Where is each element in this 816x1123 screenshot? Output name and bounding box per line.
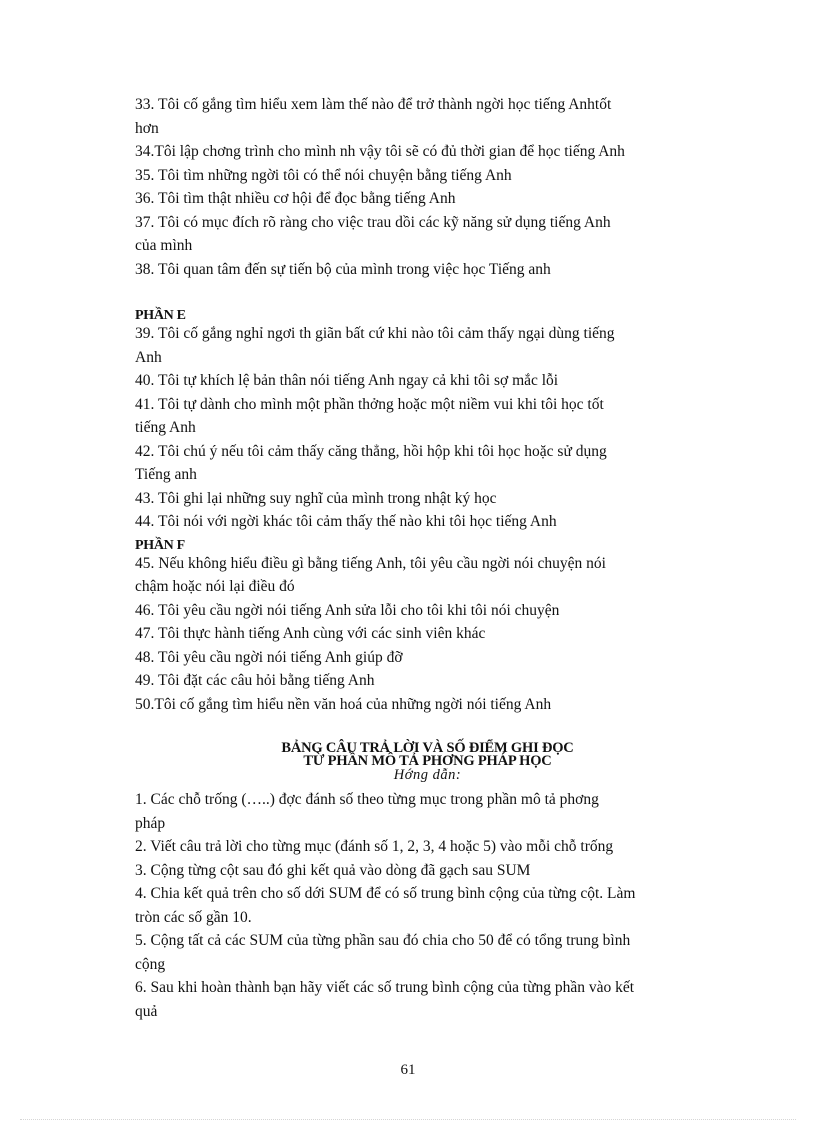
list-item: 33. Tôi cố gắng tìm hiểu xem làm thế nào để trở thành ngời học tiếng Anhtốt (135, 96, 612, 113)
instruction-item: 5. Cộng tất cả các SUM của từng phần sau đó chia cho 50 để có tổng trung bình (135, 932, 631, 949)
spacer (135, 716, 720, 742)
section-e (135, 310, 720, 534)
page-content (135, 93, 720, 1023)
list-item: 50.Tôi cố gắng tìm hiểu nền văn hoá của những ngời nói tiếng Anh (135, 695, 552, 713)
instruction-item: quả (135, 1002, 158, 1020)
page-number: 61 (400, 1062, 416, 1078)
section-d-list (135, 93, 720, 281)
list-item: 43. Tôi ghi lại những suy nghĩ của mình trong nhật ký học (135, 489, 497, 507)
list-item: hơn (135, 119, 159, 137)
instruction-item: 1. Các chỗ trống (…..) đợc đánh số theo từng mục trong phần mô tả phơng (135, 791, 599, 808)
answer-table-section (135, 742, 720, 1023)
list-item: Anh (135, 348, 162, 366)
spacer (135, 281, 720, 304)
list-item: 35. Tôi tìm những ngời tôi có thể nói chuyện bằng tiếng Anh (135, 166, 512, 184)
list-item: 40. Tôi tự khích lệ bản thân nói tiếng Anh ngay cả khi tôi sợ mắc lỗi (135, 372, 559, 389)
list-item: 41. Tôi tự dành cho mình một phần thởng hoặc một niềm vui khi tôi học tốt (135, 395, 604, 413)
list-item: của mình (135, 237, 193, 254)
list-item: 49. Tôi đặt các câu hỏi bằng tiếng Anh (135, 672, 375, 689)
list-item: 42. Tôi chú ý nếu tôi cảm thấy căng thẳng, hồi hộp khi tôi học hoặc sử dụng (135, 442, 607, 460)
list-item: tiếng Anh (135, 419, 196, 436)
list-item: 48. Tôi yêu cầu ngời nói tiếng Anh giúp đỡ (135, 648, 403, 666)
instruction-item: 3. Cộng từng cột sau đó ghi kết quả vào dòng đã gạch sau SUM (135, 861, 531, 879)
list-item: 34.Tôi lập chơng trình cho mình nh vậy tôi sẽ có đủ thời gian để học tiếng Anh (135, 143, 625, 160)
instruction-item: cộng (135, 955, 166, 973)
list-item: 38. Tôi quan tâm đến sự tiến bộ của mình trong việc học Tiếng anh (135, 260, 551, 278)
list-item: 37. Tôi có mục đích rõ ràng cho việc trau dồi các kỹ năng sử dụng tiếng Anh (135, 213, 611, 231)
instruction-item: tròn các số gần 10. (135, 908, 252, 926)
list-item: 36. Tôi tìm thật nhiều cơ hội để đọc bằng tiếng Anh (135, 190, 456, 207)
instruction-item: pháp (135, 814, 166, 832)
instruction-item: 6. Sau khi hoàn thành bạn hãy viết các số trung bình cộng của từng phần vào kết (135, 979, 635, 996)
list-item: 39. Tôi cố gắng nghỉ ngơi th giãn bất cứ khi nào tôi cảm thấy ngại dùng tiếng (135, 325, 615, 342)
section-f-heading: PHẦN F (135, 537, 185, 553)
list-item: 47. Tôi thực hành tiếng Anh cùng với các sinh viên khác (135, 625, 486, 642)
answer-table-title: BẢNG CÂU TRẢ LỜI VÀ SỐ ĐIỂM GHI ĐỌC (281, 740, 574, 756)
list-item: Tiếng anh (135, 466, 197, 483)
answer-table-title-line2: TỪ PHẦN MÔ TẢ PHƠNG PHÁP HỌC (303, 753, 552, 769)
section-f (135, 537, 720, 717)
instructions-subtitle: Hớng dẫn: (393, 767, 462, 783)
page-bottom-divider (20, 1119, 796, 1120)
list-item: 45. Nếu không hiểu điều gì bằng tiếng Anh, tôi yêu cầu ngời nói chuyện nói (135, 554, 606, 572)
section-e-heading: PHẦN E (135, 308, 186, 323)
instruction-item: 4. Chia kết quả trên cho số dới SUM để có số trung bình cộng của từng cột. Làm (135, 885, 636, 902)
list-item: chậm hoặc nói lại điều đó (135, 578, 295, 595)
list-item: 44. Tôi nói với ngời khác tôi cảm thấy thế nào khi tôi học tiếng Anh (135, 513, 557, 530)
instruction-item: 2. Viết câu trả lời cho từng mục (đánh số 1, 2, 3, 4 hoặc 5) vào mỗi chỗ trống (135, 838, 614, 855)
list-item: 46. Tôi yêu cầu ngời nói tiếng Anh sửa lỗi cho tôi khi tôi nói chuyện (135, 601, 560, 619)
